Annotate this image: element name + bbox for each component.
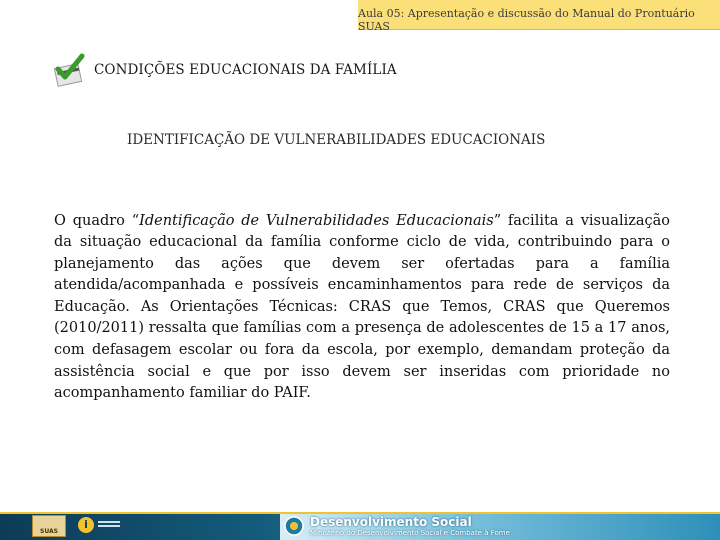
ministry-emblem-icon <box>284 516 304 536</box>
banner-text: Aula 05: Apresentação e discussão do Manual do Prontuário SUAS <box>358 7 695 33</box>
ministry-panel <box>280 514 720 540</box>
paragraph-text: ” facilita a visualização da situação educacional da família conforme ciclo de vida, contribuindo para o planejamento das ações que devem ser ofertadas para a família atendida/acompanhada e possíveis encaminhamentos para rede de serviços da Educação. As Orientações Técnicas: CRAS que Temos, CRAS que Queremos (2010/2011) ressalta que famílias com a presença de adolescentes de 15 a 17 anos, com defasagem escolar ou fora da escola, por exemplo, demandam proteção da assistência social e que por isso devem ser inseridas com prioridade no acompanhamento familiar do PAIF. <box>54 212 670 402</box>
info-logo-lines <box>98 521 120 523</box>
footer-bar <box>0 512 720 540</box>
section-title: CONDIÇÕES EDUCACIONAIS DA FAMÍLIA <box>94 62 397 78</box>
body-paragraph <box>54 211 670 405</box>
paragraph-italic-title: Identificação de Vulnerabilidades Educacionais <box>139 212 494 229</box>
ministry-subtitle: Ministério do Desenvolvimento Social e Combate à Fome <box>310 529 510 537</box>
course-banner <box>358 0 720 33</box>
paragraph-intro: O quadro “ <box>54 212 140 229</box>
suas-logo-text: SUAS <box>40 528 58 535</box>
info-logo <box>78 516 124 536</box>
checkmark-icon <box>52 52 86 88</box>
section-subtitle: IDENTIFICAÇÃO DE VULNERABILIDADES EDUCACIONAIS <box>127 132 546 148</box>
suas-logo <box>32 515 66 537</box>
ministry-title: Desenvolvimento Social <box>310 515 472 529</box>
info-icon: i <box>78 517 94 533</box>
